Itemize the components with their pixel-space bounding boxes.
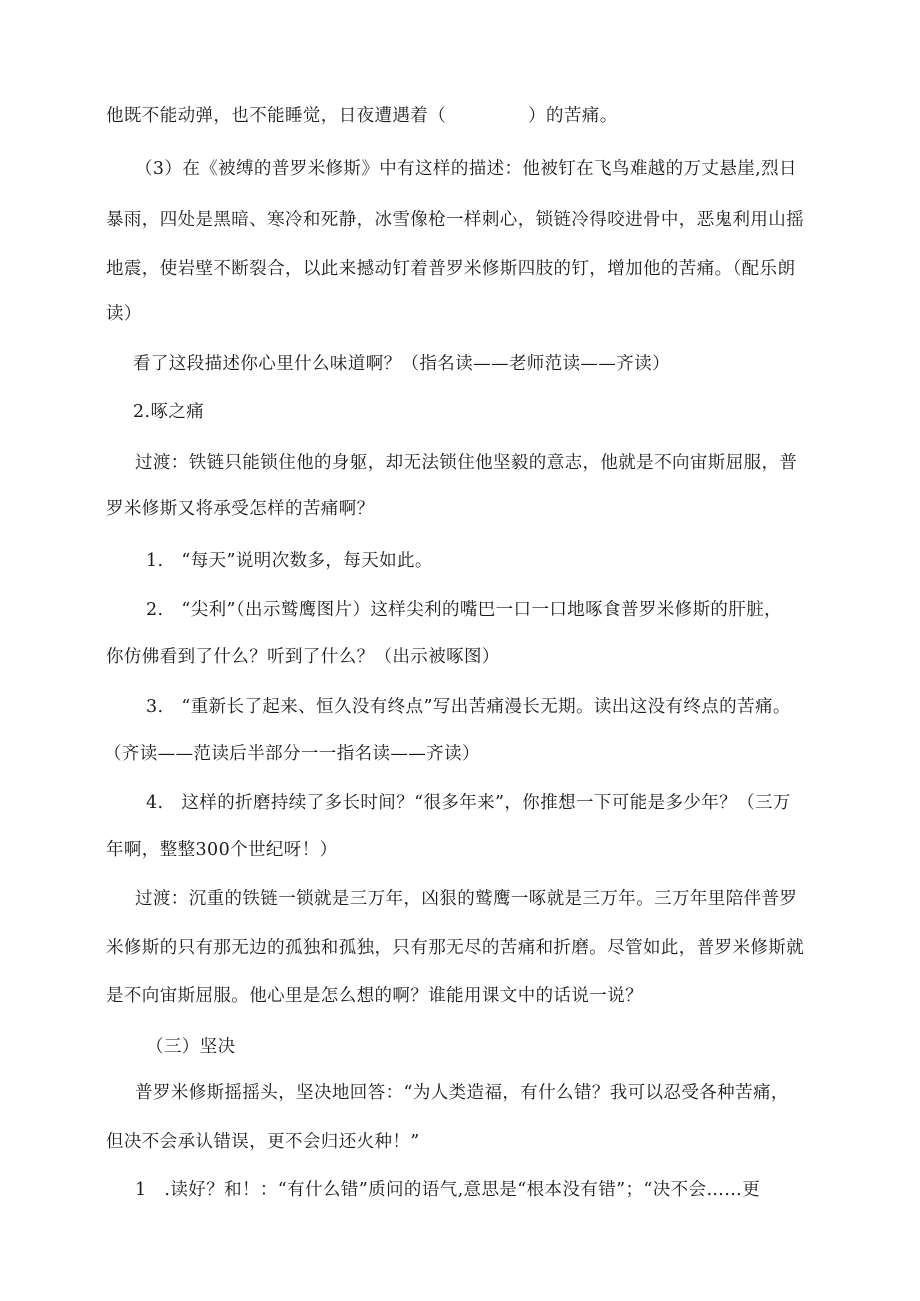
text-line: 但决不会承认错误，更不会归还火种！”	[106, 1132, 420, 1152]
text-line-part: 他既不能动弹，也不能睡觉，日夜遭遇着（	[106, 106, 447, 126]
text-line: 地震，使岩壁不断裂合，以此来撼动钉着普罗米修斯四肢的钉，增加他的苦痛。（配乐朗	[106, 259, 796, 279]
text-line: 看了这段描述你心里什么味道啊？（指名读——老师范读——齐读）	[133, 354, 670, 374]
section-heading: （三）坚决	[146, 1037, 236, 1057]
list-item: 1. “每天”说明次数多，每天如此。	[146, 551, 433, 571]
text-line: （齐读——范读后半部分一一指名读——齐读）	[104, 744, 480, 764]
text-line: 你仿佛看到了什么？听到了什么？（出示被啄图）	[106, 647, 500, 667]
text-line: 过渡：铁链只能锁住他的身躯，却无法锁住他坚毅的意志，他就是不向宙斯屈服，普	[135, 453, 798, 473]
text-line-part: ）的苦痛。	[528, 106, 618, 126]
text-line: 读）	[106, 304, 142, 324]
list-item: 3. “重新长了起来、恒久没有终点”写出苦痛漫长无期。读出这没有终点的苦痛。	[146, 697, 791, 717]
text-line: 年啊，整整300个世纪呀！）	[106, 840, 338, 860]
text-line: 米修斯的只有那无边的孤独和孤独，只有那无尽的苦痛和折磨。尽管如此，普罗米修斯就	[106, 938, 805, 958]
list-item: 4. 这样的折磨持续了多长时间？“很多年来”，你推想一下可能是多少年？（三万	[146, 793, 791, 813]
text-line: （3）在《被缚的普罗米修斯》中有这样的描述：他被钉在飞鸟难越的万丈悬崖,烈日	[135, 159, 797, 179]
text-line	[106, 104, 618, 128]
section-heading: 2.啄之痛	[133, 402, 205, 422]
text-line: 是不向宙斯屈服。他心里是怎么想的啊？谁能用课文中的话说一说？	[106, 986, 643, 1006]
list-item: 1 .读好？和！：“有什么错”质问的语气,意思是“根本没有错”；“决不会……更	[135, 1180, 761, 1200]
list-item: 2. “尖利”（出示鹫鹰图片）这样尖利的嘴巴一口一口地啄食普罗米修斯的肝脏，	[146, 600, 783, 620]
text-line: 普罗米修斯摇摇头，坚决地回答：“为人类造福，有什么错？我可以忍受各种苦痛，	[135, 1083, 789, 1103]
text-line: 过渡：沉重的铁链一锁就是三万年，凶狠的鹫鹰一啄就是三万年。三万年里陪伴普罗	[135, 889, 798, 909]
text-line: 罗米修斯又将承受怎样的苦痛啊？	[106, 499, 375, 519]
text-line: 暴雨，四处是黑暗、寒冷和死静，冰雪像枪一样刺心，锁链冷得咬进骨中，恶鬼利用山摇	[106, 210, 805, 230]
